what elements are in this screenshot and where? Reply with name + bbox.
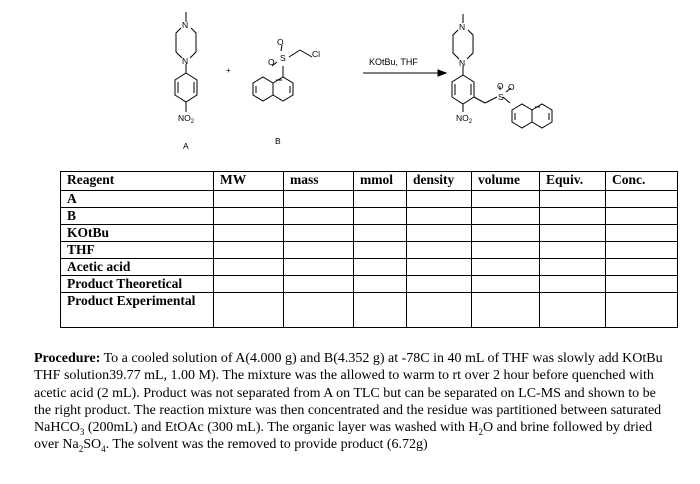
compound-a-label: A bbox=[183, 141, 189, 151]
table-cell bbox=[472, 225, 540, 242]
header-cell: volume bbox=[472, 172, 540, 191]
reagent-name: THF bbox=[61, 242, 214, 259]
atom-n: N bbox=[182, 56, 189, 66]
table-cell bbox=[407, 225, 472, 242]
table-cell bbox=[214, 242, 284, 259]
compound-b-label: B bbox=[275, 136, 281, 146]
table-cell bbox=[606, 225, 678, 242]
table-cell bbox=[354, 276, 407, 293]
table-cell bbox=[540, 276, 606, 293]
atom-n: N bbox=[459, 22, 466, 32]
table-cell bbox=[214, 259, 284, 276]
atom-n: N bbox=[182, 20, 189, 30]
table-cell bbox=[284, 208, 354, 225]
table-cell bbox=[407, 191, 472, 208]
table-cell bbox=[472, 208, 540, 225]
table-cell bbox=[540, 259, 606, 276]
header-cell: mass bbox=[284, 172, 354, 191]
table-cell bbox=[214, 225, 284, 242]
table-cell bbox=[214, 191, 284, 208]
atom-o: O bbox=[497, 81, 504, 91]
plus-sign: + bbox=[226, 66, 231, 75]
header-cell: Equiv. bbox=[540, 172, 606, 191]
table-row bbox=[61, 208, 678, 225]
header-cell: MW bbox=[214, 172, 284, 191]
table-row bbox=[61, 293, 678, 328]
nitro-label: $NO_2$ bbox=[178, 113, 195, 125]
table-cell bbox=[407, 276, 472, 293]
table-cell bbox=[606, 242, 678, 259]
table-row bbox=[61, 191, 678, 208]
reagent-table bbox=[60, 171, 678, 328]
table-cell bbox=[606, 191, 678, 208]
table-cell bbox=[284, 225, 354, 242]
table-cell bbox=[284, 191, 354, 208]
table-cell bbox=[540, 191, 606, 208]
table-cell bbox=[606, 293, 678, 328]
reagent-name: Acetic acid bbox=[61, 259, 214, 276]
nitro-label: $NO_2$ bbox=[456, 113, 473, 125]
table-cell bbox=[472, 242, 540, 259]
table-cell bbox=[214, 293, 284, 328]
procedure-text: Procedure: To a cooled solution of A(4.000 g) and B(4.352 g) at -78C in 40 mL of THF was slowly add KOtBu THF solution39.77 mL, 1.00 M). The mixture was the allowed to warm to rt over 2 hour before quenched with acetic acid (2 mL). Product was not separated from A on TLC but can be separated on LC-MS and shown to be the right product. The reaction mixture was then concentrated and the residue was partitioned between saturated NaHCO$_3$ (200mL) and EtOAc (300 mL). The organic layer was washed with $H_2O$ and brine followed by dried over $Na_2SO_4$. The solvent was the removed to provide product (6.72g) bbox=[34, 351, 663, 455]
table-row bbox=[61, 242, 678, 259]
table-cell bbox=[354, 208, 407, 225]
table-cell bbox=[354, 259, 407, 276]
atom-cl: Cl bbox=[312, 49, 321, 59]
table-cell bbox=[472, 293, 540, 328]
reaction-conditions: KOtBu, THF bbox=[369, 57, 418, 67]
atom-o: O bbox=[268, 57, 275, 67]
table-header-row bbox=[61, 172, 678, 191]
table-cell bbox=[606, 208, 678, 225]
reagent-name: A bbox=[61, 191, 214, 208]
header-cell: mmol bbox=[354, 172, 407, 191]
table-cell bbox=[540, 293, 606, 328]
table-cell bbox=[472, 276, 540, 293]
table-cell bbox=[472, 259, 540, 276]
header-cell: Reagent bbox=[61, 172, 214, 191]
table-cell bbox=[407, 259, 472, 276]
atom-s: S bbox=[280, 53, 286, 63]
table-cell bbox=[472, 191, 540, 208]
table-cell bbox=[540, 208, 606, 225]
procedure-label: Procedure: bbox=[34, 351, 101, 366]
table-cell bbox=[284, 293, 354, 328]
table-cell bbox=[606, 259, 678, 276]
table-row bbox=[61, 225, 678, 242]
reagent-name: Product Experimental bbox=[61, 293, 214, 328]
table-cell bbox=[407, 293, 472, 328]
table-cell bbox=[540, 242, 606, 259]
table-cell bbox=[284, 276, 354, 293]
table-row bbox=[61, 259, 678, 276]
atom-n: N bbox=[459, 58, 466, 68]
table-cell bbox=[354, 293, 407, 328]
table-cell bbox=[284, 242, 354, 259]
reagent-name: KOtBu bbox=[61, 225, 214, 242]
reagent-name: Product Theoretical bbox=[61, 276, 214, 293]
atom-o: O bbox=[508, 82, 515, 92]
table-cell bbox=[407, 242, 472, 259]
table-cell bbox=[407, 208, 472, 225]
atom-o: O bbox=[277, 37, 284, 47]
table-cell bbox=[540, 225, 606, 242]
reaction-scheme bbox=[0, 0, 700, 170]
table-cell bbox=[606, 276, 678, 293]
atom-s: S bbox=[498, 92, 504, 102]
header-cell: density bbox=[407, 172, 472, 191]
table-cell bbox=[354, 191, 407, 208]
table-cell bbox=[284, 259, 354, 276]
table-cell bbox=[354, 242, 407, 259]
table-row bbox=[61, 276, 678, 293]
table-cell bbox=[214, 276, 284, 293]
table-cell bbox=[214, 208, 284, 225]
reagent-name: B bbox=[61, 208, 214, 225]
header-cell: Conc. bbox=[606, 172, 678, 191]
table-cell bbox=[354, 225, 407, 242]
